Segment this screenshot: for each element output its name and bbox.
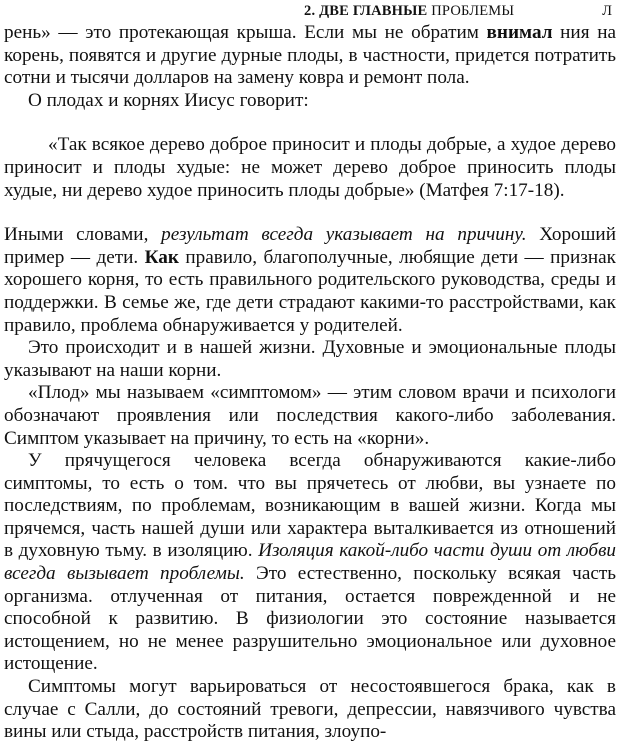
chapter-title-rest: ПРОБЛЕМЫ	[427, 3, 515, 19]
paragraph-3	[4, 224, 616, 337]
p3-text-c: правило, благополучные, любящие дети — признак хорошего корня, то есть правильного родительского руководства, среды и поддержки. В семье же, где дети страдают какими-то расстройствами, как правило, проблема обнаруживается у родителей.	[4, 246, 616, 336]
paragraph-5: «Плод» мы называем «симптомом» — этим словом врачи и психологи обозначают проявления или последствия какого-либо заболевания. Симптом указывает на причину, то есть на «корни».	[4, 382, 616, 449]
paragraph-7: Симптомы могут варьироваться от несостоявшегося брака, как в случае с Салли, до состояний тревоги, депрессии, навязчивого чувства вины или стыда, расстройств питания, злоупо-	[4, 676, 616, 743]
chapter-title	[304, 2, 514, 20]
bible-quote: «Так всякое дерево доброе приносит и плоды добрые, а худое дерево приносит и плоды худые: не может дерево доброе приносить плоды худые, ни дерево худое приносить плоды добрые» (Матфея 7:17-18).	[4, 134, 616, 201]
p6-text-a: У прячущегося человека всегда обнаруживаются какие-либо симптомы, то есть о том. что вы прячетесь от любви, вы узнаете по последствиям, по проблемам, возникающим в вашей жизни. Когда мы прячемся, часть нашей души или характера выталкивается из отношений в духовную тьму. в изоляцию.	[4, 450, 616, 562]
p6-text-b: Это естественно, поскольку всякая часть организма. отлученная от питания, остается поврежденной и не способной к развитию. В физиологии это состояние называется истощением, но не менее разрушительно эмоциональное или духовное истощение.	[4, 563, 616, 675]
chapter-title-bold: 2. ДВЕ ГЛАВНЫЕ	[304, 3, 428, 19]
p3-italic: результат всегда указывает на причину.	[161, 224, 527, 246]
book-page	[4, 0, 616, 752]
p1-text-b: ния на корень, появятся и другие дурные плоды, в частности, придется потратить сотни и тысячи долларов на замену ковра и ремонт пола.	[4, 22, 616, 89]
paragraph-6	[4, 450, 616, 676]
running-header	[4, 2, 616, 20]
p3-text-b: Хороший пример — дети.	[4, 224, 616, 268]
p1-text-a: рень» — это протекающая крыша. Если мы не обратим	[4, 22, 487, 43]
header-mark: Л	[602, 3, 612, 19]
paragraph-1	[4, 22, 616, 90]
paragraph-4: Это происходит и в нашей жизни. Духовные и эмоциональные плоды указывают на наши корни.	[4, 337, 616, 381]
paragraph-2: О плодах и корнях Иисус говорит:	[28, 89, 309, 111]
body-text	[4, 22, 616, 744]
p3-text-a: Иными словами,	[4, 224, 162, 246]
p3-bold: Как	[144, 246, 179, 268]
p1-bold: внимал	[486, 22, 553, 43]
p6-italic: Изоляция какой-либо части души от любви всегда вызывает проблемы.	[4, 540, 616, 585]
